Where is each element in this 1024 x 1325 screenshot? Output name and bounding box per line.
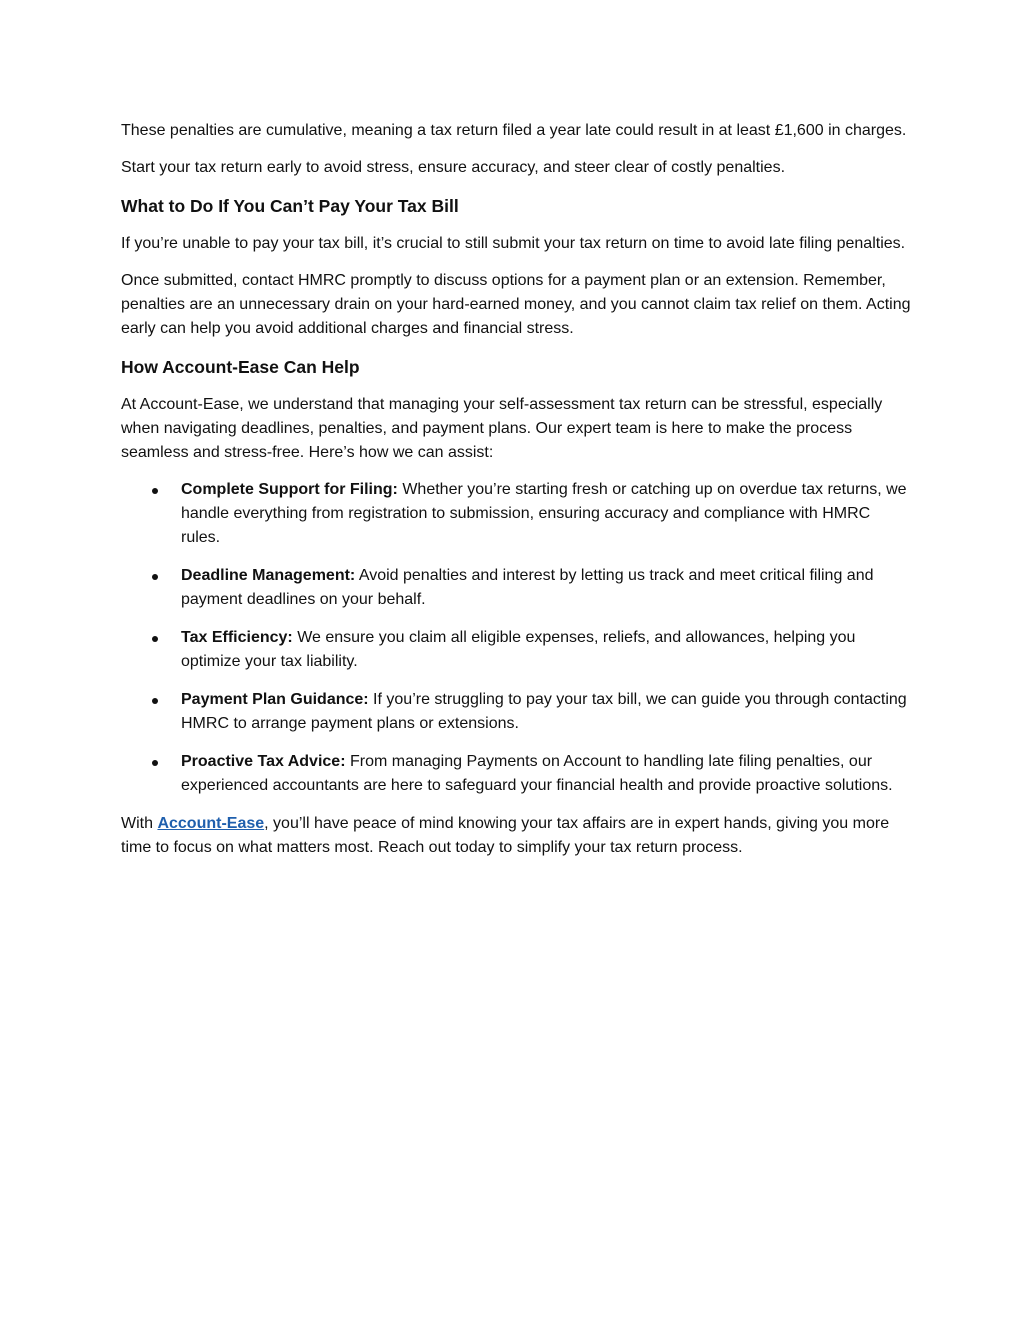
paragraph-closing	[121, 812, 911, 860]
document-body	[121, 119, 911, 873]
list-item	[121, 478, 911, 550]
list-item-text: If you’re struggling to pay your tax bill, we can guide you through contacting HMRC to arrange payment plans or extensions.	[181, 691, 907, 732]
bullet-icon	[152, 574, 158, 580]
heading-how-account-ease-helps: How Account-Ease Can Help	[121, 357, 360, 377]
closing-text-before: With	[121, 815, 158, 832]
list-item-title: Proactive Tax Advice:	[181, 753, 346, 770]
list-item-text: Whether you’re starting fresh or catching up on overdue tax returns, we handle everything from registration to submission, ensuring accuracy and compliance with HMRC rules.	[181, 481, 907, 546]
list-item	[121, 564, 911, 612]
paragraph-start-early: Start your tax return early to avoid stress, ensure accuracy, and steer clear of costly penalties.	[121, 159, 786, 176]
list-item	[121, 750, 911, 798]
services-list	[121, 478, 911, 798]
paragraph-penalties-cumulative: These penalties are cumulative, meaning a tax return filed a year late could result in at least £1,600 in charges.	[121, 122, 907, 139]
list-item-text: From managing Payments on Account to handling late filing penalties, our experienced accountants are here to safeguard your financial health and provide proactive solutions.	[181, 753, 893, 794]
heading-cant-pay: What to Do If You Can’t Pay Your Tax Bill	[121, 196, 459, 216]
list-item-title: Payment Plan Guidance:	[181, 691, 369, 708]
bullet-icon	[152, 488, 158, 494]
paragraph-unable-to-pay: If you’re unable to pay your tax bill, it’s crucial to still submit your tax return on time to avoid late filing penalties.	[121, 235, 906, 252]
bullet-icon	[152, 760, 158, 766]
list-item-title: Complete Support for Filing:	[181, 481, 398, 498]
paragraph-contact-hmrc: Once submitted, contact HMRC promptly to discuss options for a payment plan or an extension. Remember, penalties are an unnecessary drain on your hard-earned money, and you cannot claim tax relief on them. Acting early can help you avoid additional charges and financial stress.	[121, 272, 911, 337]
paragraph-intro: At Account-Ease, we understand that managing your self-assessment tax return can be stressful, especially when navigating deadlines, penalties, and payment plans. Our expert team is here to make the process seamless and stress-free. Here’s how we can assist:	[121, 396, 883, 461]
list-item	[121, 688, 911, 736]
list-item-title: Deadline Management:	[181, 567, 356, 584]
bullet-icon	[152, 698, 158, 704]
list-item-title: Tax Efficiency:	[181, 629, 293, 646]
list-item-text: We ensure you claim all eligible expenses, reliefs, and allowances, helping you optimize your tax liability.	[181, 629, 856, 670]
list-item	[121, 626, 911, 674]
bullet-icon	[152, 636, 158, 642]
list-item-text: Avoid penalties and interest by letting us track and meet critical filing and payment deadlines on your behalf.	[181, 567, 874, 608]
account-ease-link[interactable]: Account-Ease	[157, 815, 265, 832]
closing-text-after: , you’ll have peace of mind knowing your tax affairs are in expert hands, giving you more time to focus on what matters most. Reach out today to simplify your tax return process.	[121, 815, 890, 856]
